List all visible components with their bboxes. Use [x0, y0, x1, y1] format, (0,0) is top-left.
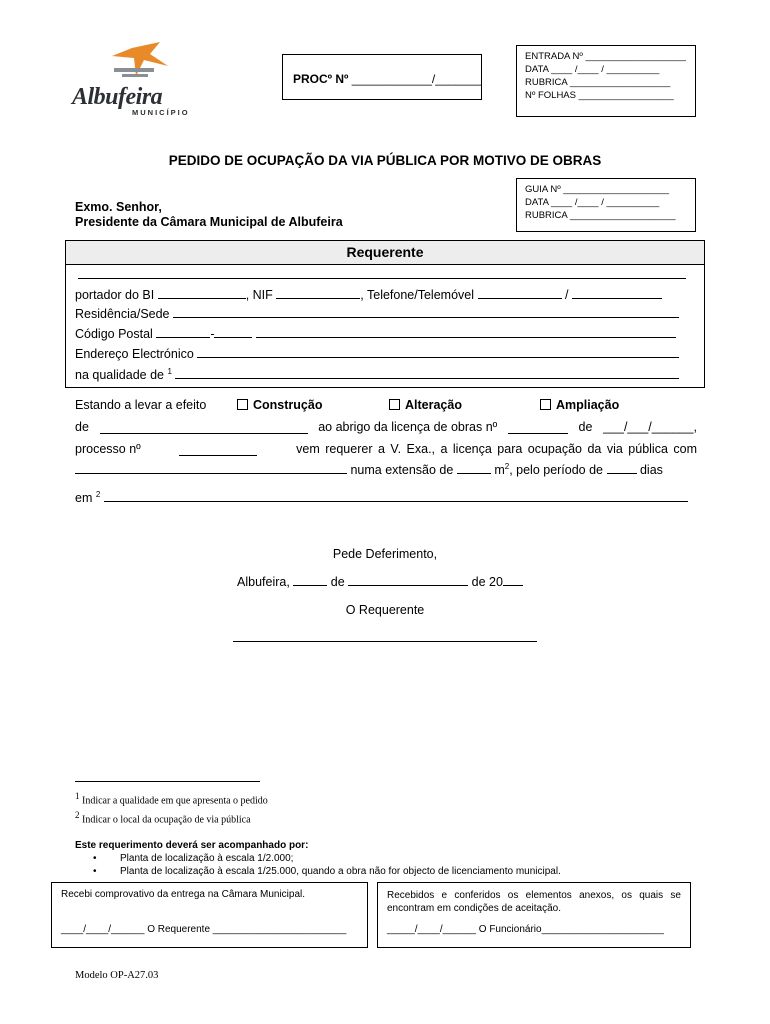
guia-rubrica-line[interactable]: RUBRICA ____________________: [525, 210, 676, 221]
data-line[interactable]: DATA ____ /____ / __________: [525, 64, 660, 75]
entrada-line[interactable]: ENTRADA Nº ___________________: [525, 51, 686, 62]
receipt-left-box: [51, 882, 368, 948]
m2-sup: 2: [504, 462, 510, 471]
model-code: Modelo OP-A27.03: [75, 970, 159, 981]
extension-field[interactable]: [457, 473, 491, 474]
receipt-right-sign[interactable]: _____/____/______ O Funcionário______________________: [387, 924, 664, 935]
works-intro: Estando a levar a efeito: [75, 398, 207, 412]
folhas-line[interactable]: Nº FOLHAS __________________: [525, 90, 674, 101]
footnotes: [75, 789, 268, 828]
logo: [70, 40, 200, 120]
phone-slash: /: [564, 288, 569, 302]
ampliacao-label: Ampliação: [556, 398, 620, 412]
logo-subtitle: MUNICÍPIO: [132, 108, 190, 117]
postal-dash: -: [210, 327, 215, 341]
checkbox-ampliacao[interactable]: [540, 399, 551, 410]
nif-label: , NIF: [245, 288, 273, 302]
quality-field[interactable]: [175, 378, 679, 379]
nif-field[interactable]: [276, 298, 360, 299]
email-label: Endereço Electrónico: [75, 347, 194, 361]
year-field[interactable]: [503, 585, 523, 586]
bullet-icon: •: [93, 866, 97, 877]
guia-data-line[interactable]: DATA ____ /____ / __________: [525, 197, 660, 208]
phone-field[interactable]: [478, 298, 562, 299]
licenca-label: ao abrigo da licença de obras nº: [318, 420, 498, 434]
footnote-2: $^2$ Indicar o local da ocupação de via pública: [75, 810, 251, 826]
m2-label: m: [494, 463, 505, 478]
logo-name: Albufeira: [72, 84, 163, 110]
pede-deferimento: Pede Deferimento,: [332, 547, 438, 561]
name-field[interactable]: [78, 278, 686, 279]
month-field[interactable]: [348, 585, 468, 586]
attachments: [75, 839, 561, 878]
location-row: [75, 490, 688, 505]
bullet-icon: •: [93, 853, 97, 864]
postal-row: [75, 327, 676, 341]
bi-row: [75, 288, 662, 302]
mobile-field[interactable]: [572, 298, 662, 299]
email-field[interactable]: [197, 357, 679, 358]
year-label: de 20: [471, 575, 503, 589]
de1-label: de: [330, 575, 345, 589]
location-field[interactable]: [104, 501, 688, 502]
periodo-label: , pelo período de: [509, 463, 604, 478]
option-ampliacao[interactable]: [540, 398, 619, 412]
albufeira-logo-mark: [70, 40, 200, 90]
dias-label: dias: [639, 463, 663, 478]
entrada-box: [516, 45, 696, 117]
attachment-item: • Planta de localização à escala 1/2.000;: [93, 853, 294, 864]
checkbox-alteracao[interactable]: [389, 399, 400, 410]
receipt-left-sign[interactable]: ____/____/______ O Requerente ________________________: [61, 924, 347, 935]
receipt-right-text: Recebidos e conferidos os elementos anexos, os quais se encontram em condições de aceitação.: [387, 890, 681, 914]
de2-label: de: [578, 420, 593, 434]
option-alteracao[interactable]: [389, 398, 462, 412]
footnote-1: $^1$ Indicar a qualidade em que apresenta o pedido: [75, 791, 268, 807]
rubrica-line[interactable]: RUBRICA ___________________: [525, 77, 671, 88]
proc-field[interactable]: ____________/_______: [351, 72, 482, 86]
phone-label: , Telefone/Telemóvel: [360, 288, 475, 302]
proc-label: PROCº Nº: [293, 72, 352, 86]
request-text: vem requerer a V. Exa., a licença para ocupação da via pública com: [296, 442, 697, 456]
de-label: de: [75, 420, 89, 434]
requerente-header: Requerente: [66, 241, 704, 265]
signature-line[interactable]: [233, 641, 537, 642]
document-title: PEDIDO DE OCUPAÇÃO DA VIA PÚBLICA POR MOTIVO DE OBRAS: [168, 153, 602, 168]
quality-label: na qualidade de: [75, 368, 164, 383]
quality-row: [75, 367, 679, 382]
footnote-ref-1: 1: [167, 367, 172, 376]
attachment-item: • Planta de localização à escala 1/25.000, quando a obra não for objecto de licenciamento municipal.: [93, 866, 561, 877]
bi-label: portador do BI: [75, 288, 155, 302]
residence-label: Residência/Sede: [75, 307, 170, 321]
option-construcao[interactable]: [237, 398, 322, 412]
processo-label: processo nº: [75, 442, 141, 456]
bi-field[interactable]: [158, 298, 246, 299]
extensao-label: numa extensão de: [350, 463, 454, 478]
day-field[interactable]: [293, 585, 327, 586]
postal-suffix-field[interactable]: [214, 337, 252, 338]
postal-label: Código Postal: [75, 327, 153, 341]
addressee-line1: Exmo. Senhor,: [75, 200, 162, 214]
proc-box: [282, 54, 482, 100]
requerente-signature-label: O Requerente: [345, 603, 425, 617]
residence-row: [75, 307, 679, 321]
place-date-row: [237, 575, 523, 589]
footnote-ref-2: 2: [95, 490, 101, 499]
footnote-divider: [75, 781, 260, 782]
addressee: [75, 200, 343, 230]
attachments-title: Este requerimento deverá ser acompanhado por:: [75, 840, 309, 851]
receipt-left-text: Recebi comprovativo da entrega na Câmara Municipal.: [61, 889, 306, 900]
work-description-field[interactable]: [100, 420, 308, 434]
license-number-field[interactable]: [508, 420, 568, 434]
alteracao-label: Alteração: [405, 398, 462, 412]
process-row: [75, 442, 697, 456]
place-label: Albufeira,: [237, 575, 290, 589]
em-label: em: [75, 491, 93, 506]
locality-field[interactable]: [256, 337, 676, 338]
guia-box: [516, 178, 696, 232]
extension-row: [75, 462, 663, 477]
occupation-item-field[interactable]: [75, 473, 347, 474]
license-row: [75, 420, 697, 434]
addressee-line2: Presidente da Câmara Municipal de Albufeira: [75, 215, 343, 229]
license-date-field[interactable]: ___/___/______,: [603, 420, 697, 434]
residence-field[interactable]: [173, 317, 679, 318]
construcao-label: Construção: [253, 398, 323, 412]
checkbox-construcao[interactable]: [237, 399, 248, 410]
email-row: [75, 347, 679, 361]
guia-line[interactable]: GUIA Nº ____________________: [525, 184, 669, 195]
works-intro-row: [75, 398, 206, 412]
period-field[interactable]: [607, 473, 637, 474]
postal-code-field[interactable]: [156, 337, 210, 338]
process-number-field[interactable]: [179, 442, 257, 456]
receipt-right-box: [377, 882, 691, 948]
